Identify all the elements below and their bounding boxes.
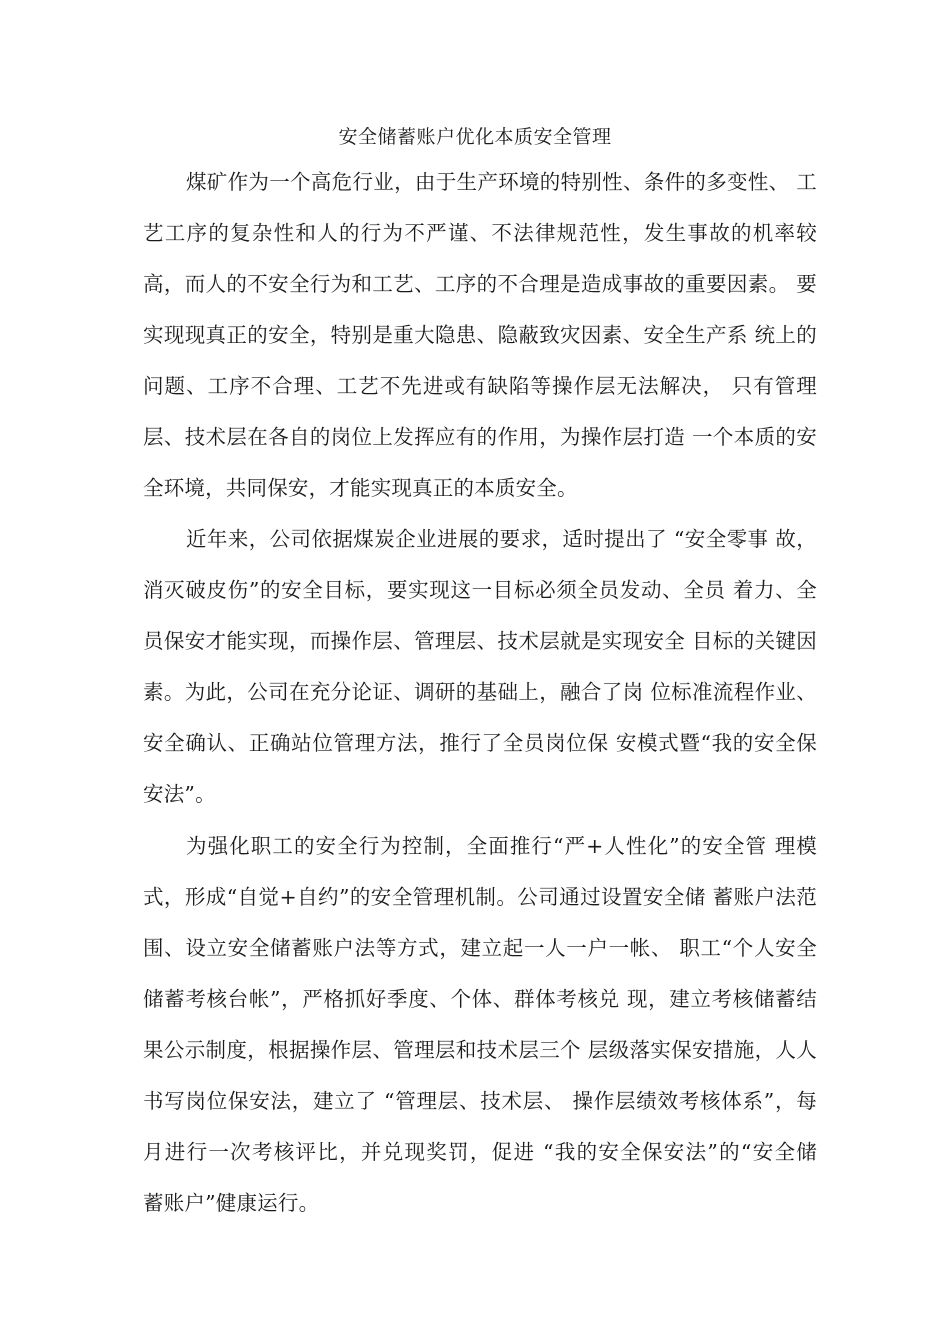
paragraph-2-line-2: 消灭破皮伤”的安全目标，要实现这一目标必须全员发动、全员 着力、全 (143, 578, 817, 602)
document-title: 安全储蓄账户优化本质安全管理 (338, 126, 612, 148)
paragraph-3-line-5: 果公示制度，根据操作层、管理层和技术层三个 层级落实保安措施，人人 (143, 1038, 817, 1062)
paragraph-2-line-4: 素。为此，公司在充分论证、调研的基础上，融合了岗 位标准流程作业、 (143, 680, 817, 704)
paragraph-1-line-5: 问题、工序不合理、工艺不先进或有缺陷等操作层无法解决， 只有管理 (143, 374, 817, 398)
paragraph-3-line-6: 书写岗位保安法，建立了 “管理层、技术层、 操作层绩效考核体系”，每 (143, 1089, 817, 1113)
paragraph-1-line-1: 煤矿作为一个高危行业，由于生产环境的特别性、条件的多变性、 工 (186, 170, 817, 194)
paragraph-1-line-6: 层、技术层在各自的岗位上发挥应有的作用，为操作层打造 一个本质的安 (143, 425, 817, 449)
paragraph-3-line-7: 月进行一次考核评比，并兑现奖罚，促进 “我的安全保安法”的“安全储 (143, 1140, 817, 1164)
paragraph-1-line-3: 高，而人的不安全行为和工艺、工序的不合理是造成事故的重要因素。 要 (143, 272, 817, 296)
paragraph-3-line-4: 储蓄考核台帐”，严格抓好季度、个体、群体考核兑 现，建立考核储蓄结 (143, 987, 817, 1011)
paragraph-1-line-4: 实现现真正的安全，特别是重大隐患、隐蔽致灾因素、安全生产系 统上的 (143, 323, 817, 347)
paragraph-1-line-7: 全环境，共同保安，才能实现真正的本质安全。 (143, 476, 578, 500)
paragraph-3-line-3: 围、设立安全储蓄账户法等方式，建立起一人一户一帐、 职工“个人安全 (143, 936, 817, 960)
paragraph-1-line-2: 艺工序的复杂性和人的行为不严谨、不法律规范性，发生事故的机率较 (143, 221, 817, 245)
paragraph-2-line-6: 安法”。 (143, 782, 216, 806)
paragraph-2-line-1: 近年来，公司依据煤炭企业进展的要求，适时提出了 “安全零事 故， (186, 527, 817, 551)
paragraph-2-line-3: 员保安才能实现，而操作层、管理层、技术层就是实现安全 目标的关键因 (143, 629, 817, 653)
paragraph-3-line-2: 式，形成“自觉+自约”的安全管理机制。公司通过设置安全储 蓄账户法范 (143, 885, 817, 909)
paragraph-2-line-5: 安全确认、正确站位管理方法，推行了全员岗位保 安模式暨“我的安全保 (143, 731, 817, 755)
paragraph-3-line-8: 蓄账户”健康运行。 (143, 1191, 320, 1215)
paragraph-3-line-1: 为强化职工的安全行为控制，全面推行“严+人性化”的安全管 理模 (186, 834, 817, 858)
